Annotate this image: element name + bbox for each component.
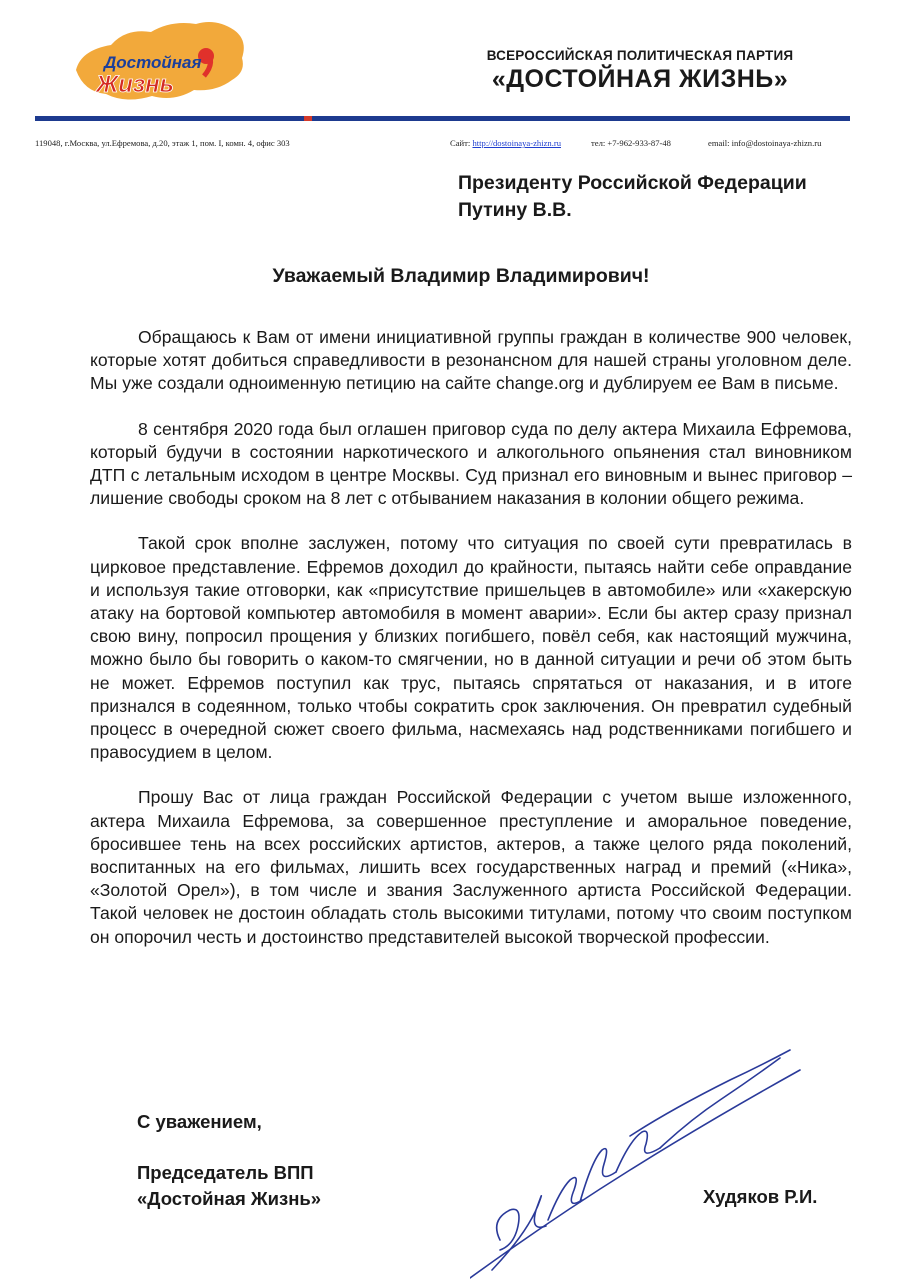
- salutation: Уважаемый Владимир Владимирович!: [272, 265, 650, 287]
- addressee-block: [458, 170, 807, 224]
- letter-body: [90, 326, 852, 971]
- website: [450, 138, 561, 148]
- signature-graphic: [470, 1040, 810, 1280]
- office-address: 119048, г.Москва, ул.Ефремова, д.20, этаж 1, пом. I, комн. 4, офис 303: [35, 138, 290, 148]
- body-paragraph: 8 сентября 2020 года был оглашен приговор суда по делу актера Михаила Ефремова, который будучи в состоянии наркотического и алкогольного опьянения стал виновником ДТП с летальным исходом в центре Москвы. Суд признал его виновным и вынес приговор – лишение свободы сроком на 8 лет с отбыванием наказания в колонии общего режима.: [90, 418, 852, 509]
- addressee-line-1: Президенту Российской Федерации: [458, 172, 807, 194]
- party-logo-graphic: [56, 10, 256, 110]
- party-type: ВСЕРОССИЙСКАЯ ПОЛИТИЧЕСКАЯ ПАРТИЯ: [486, 48, 794, 63]
- logo-text-top: Достойная: [104, 53, 202, 72]
- website-link[interactable]: http://dostoinaya-zhizn.ru: [472, 138, 561, 148]
- signer-position-line-1: Председатель ВПП: [137, 1162, 314, 1183]
- signer-position: [137, 1160, 321, 1212]
- contact-row: [35, 138, 847, 152]
- handwritten-signature: [470, 1040, 810, 1280]
- logo-text-bottom: Жизнь: [96, 71, 174, 98]
- signer-position-line-2: «Достойная Жизнь»: [137, 1188, 322, 1209]
- phone-number: тел: +7-962-933-87-48: [591, 138, 671, 148]
- party-title-block: [440, 48, 840, 94]
- email-address: email: info@dostoinaya-zhizn.ru: [708, 138, 822, 148]
- addressee-line-2: Путину В.В.: [458, 199, 572, 221]
- body-paragraph: Прошу Вас от лица граждан Российской Федерации с учетом выше изложенного, актера Михаила Ефремова, за совершенное преступление и аморальное поведение, бросившее тень на всех российских артистов, актеров, а также целого ряда поколений, воспитанных на его фильмах, лишить всех государственных наград и премий («Ника», «Золотой Орел»), в том числе и звания Заслуженного артиста Российской Федерации. Такой человек не достоин обладать столь высокими титулами, потому что своим поступком он опорочил честь и достоинство представителей высокой творческой профессии.: [90, 787, 852, 947]
- header-divider: [35, 116, 850, 121]
- signer-name: Худяков Р.И.: [703, 1186, 818, 1207]
- body-paragraph: Обращаюсь к Вам от имени инициативной группы граждан в количестве 900 человек, которые хотят добиться справедливости в резонансном для нашей страны уголовном деле. Мы уже создали одноименную петицию на сайте change.org и дублируем ее Вам в письме.: [90, 327, 852, 394]
- website-label: Сайт:: [450, 138, 471, 148]
- party-logo: [56, 10, 256, 110]
- closing-regards: С уважением,: [137, 1111, 262, 1132]
- body-paragraph: Такой срок вполне заслужен, потому что ситуация по своей сути превратилась в цирковое представление. Ефремов доходил до крайности, пытаясь найти себе оправдание и используя такие отговорки, как «присутствие пришельцев в автомобиле» или «хакерскую атаку на бортовой компьютер автомобиля в момент аварии». Если бы актер сразу признал свою вину, попросил прощения у близких погибшего, повёл себя, как настоящий мужчина, можно было бы говорить о каком-то смягчении, но в данной ситуации и речи об этом быть не может. Ефремов поступил как трус, пытаясь спрятаться от наказания, и в итоге признался в содеянном, только чтобы сократить срок заключения. Он превратил судебный процесс в очередной сюжет своего фильма, насмехаясь над родственниками погибшего и правосудием в целом.: [90, 533, 852, 763]
- party-name: «ДОСТОЙНАЯ ЖИЗНЬ»: [491, 65, 789, 93]
